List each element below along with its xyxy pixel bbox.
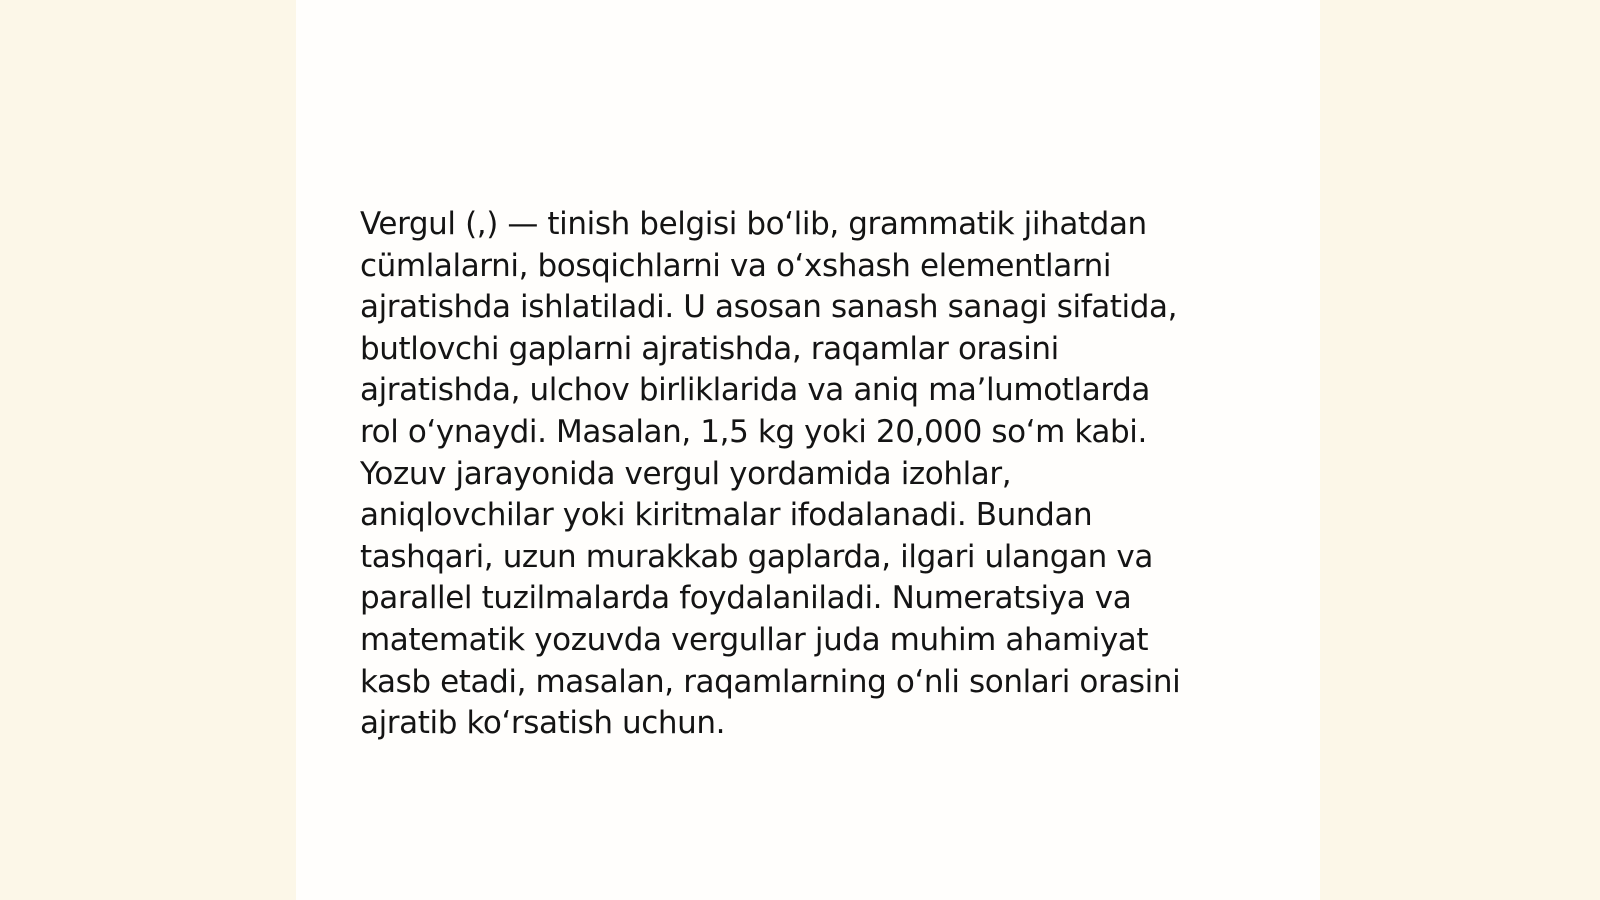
paragraph-line: matematik yozuvda vergullar juda muhim ahamiyat (360, 621, 1149, 658)
paragraph-line: butlovchi gaplarni ajratishda, raqamlar orasini (360, 330, 1059, 367)
paragraph-line: rol o‘ynaydi. Masalan, 1,5 kg yoki 20,000 so‘m kabi. (360, 413, 1147, 450)
paragraph-line: ajratishda, ulchov birliklarida va aniq ma’lumotlarda (360, 372, 1151, 409)
paragraph-line: kasb etadi, masalan, raqamlarning o‘nli sonlari orasini (360, 663, 1181, 700)
paragraph-line: ajratib ko‘rsatish uchun. (360, 705, 726, 742)
paragraph-line: parallel tuzilmalarda foydalaniladi. Numeratsiya va (360, 580, 1132, 617)
paragraph-line: cümlalarni, bosqichlarni va o‘xshash elementlarni (360, 247, 1112, 284)
paragraph-line: Vergul (,) — tinish belgisi bo‘lib, grammatik jihatdan (360, 206, 1147, 242)
body-paragraph (360, 204, 1260, 745)
paragraph-line: Yozuv jarayonida vergul yordamida izohlar, (360, 455, 1012, 492)
paragraph-line: tashqari, uzun murakkab gaplarda, ilgari ulangan va (360, 538, 1153, 575)
paragraph-line: aniqlovchilar yoki kiritmalar ifodalanadi. Bundan (360, 497, 1093, 534)
paragraph-line: ajratishda ishlatiladi. U asosan sanash sanagi sifatida, (360, 289, 1178, 326)
